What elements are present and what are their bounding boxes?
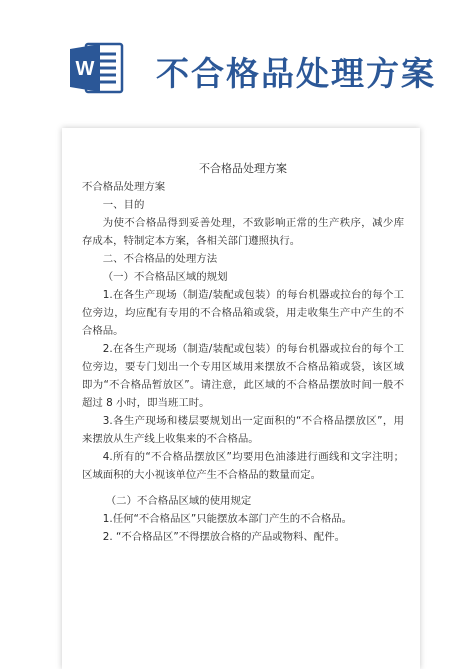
section-heading-purpose: 一、目的: [102, 199, 145, 211]
doc-title: 不合格品处理方案: [199, 162, 287, 175]
paragraph-purpose: 为使不合格品得到妥善处理，不致影响正常的生产秩序，减少库存成本，特制定本方案，各相关部门遵照执行。: [82, 217, 404, 247]
list-item: 1.任何“不合格品区”只能摆放本部门产生的不合格品。: [102, 513, 353, 525]
banner-title: 不合格品处理方案: [156, 54, 436, 93]
document-body: [82, 160, 404, 546]
word-document-icon: [68, 40, 124, 96]
header-banner: [0, 0, 474, 125]
list-item: 2.在各生产现场（制造/装配或包装）的每台机器或拉台的每个工位旁边，要专门划出一个专用区域用来摆放不合格品箱或袋，该区域即为“不合格品暂放区”。请注意，此区域的不合格品摆放时间一般不超过 8 小时，即当班工时。: [82, 343, 404, 409]
doc-subtitle: 不合格品处理方案: [82, 181, 166, 193]
list-item: 3.各生产现场和楼层要规划出一定面积的“不合格品摆放区”，用来摆放从生产线上收集来的不合格品。: [82, 415, 404, 445]
list-item: 4.所有的“不合格品摆放区”均要用色油漆进行画线和文字注明；区域面积的大小视该单位产生不合格品的数量而定。: [82, 451, 404, 481]
subsection-heading-area-planning: （一）不合格品区域的规划: [102, 271, 228, 283]
section-heading-methods: 二、不合格品的处理方法: [102, 253, 218, 265]
subsection-heading-area-rules: （二）不合格品区域的使用规定: [105, 495, 252, 507]
document-page: [62, 128, 420, 669]
list-item: 1.在各生产现场（制造/装配或包装）的每台机器或拉台的每个工位旁边，均应配有专用的不合格品箱或袋，用走收集生产中产生的不合格品。: [82, 289, 404, 337]
svg-text:W: W: [75, 58, 95, 80]
list-item: 2. “不合格品区”不得摆放合格的产品或物料、配件。: [102, 531, 345, 543]
